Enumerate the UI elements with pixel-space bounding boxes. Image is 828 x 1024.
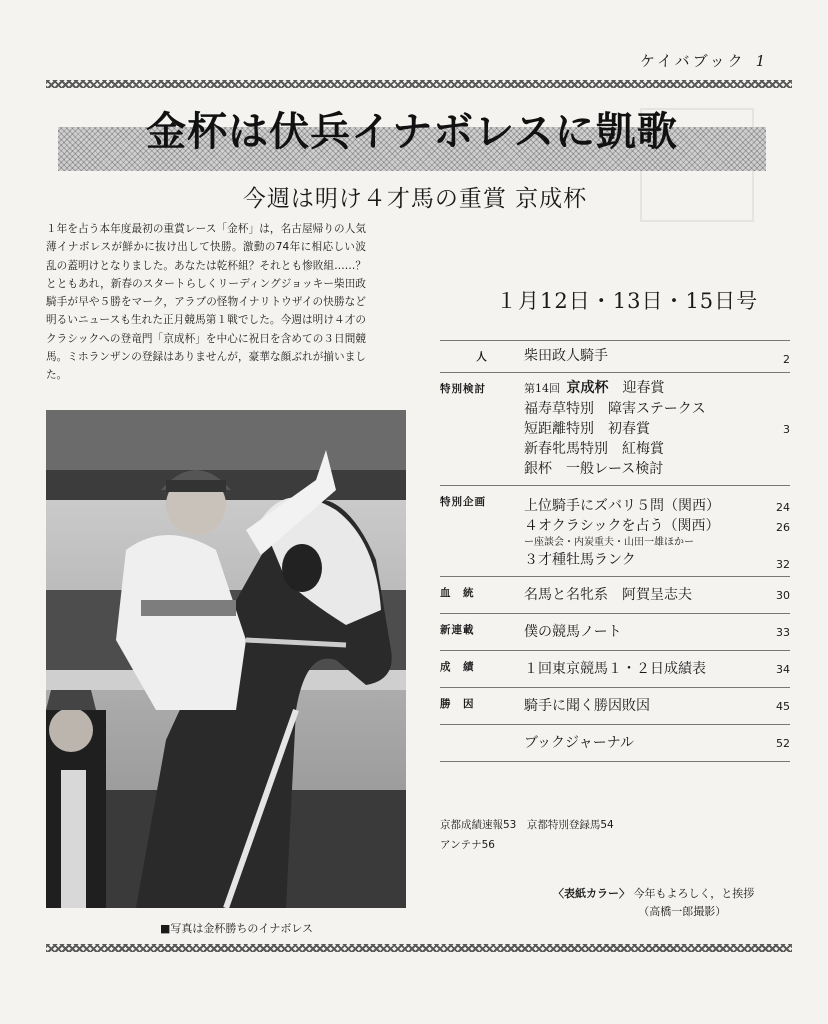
toc-entry: 銀杯 一般レース検討: [524, 461, 664, 477]
issue-date: １月12日・13日・15日号: [496, 289, 759, 313]
intro-paragraph: １年を占う本年度最初の重賞レース「金杯」は，名古屋帰りの人気薄イナボレスが鮮かに抜け出して快勝。激動の74年に相応しい波乱の蓋明けとなりました。あなたは乾杯組？それとも惨敗組……？とともあれ，新春のスタートらしくリーディングジョッキー柴田政騎手が早や５勝をマーク，アラブの怪物イナリトウザイの快勝など明るいニュースも生れた正月競馬第１戦でした。今週は明け４才のクラシックへの登竜門「京成杯」を中心に祝日を含めての３日間競馬。ミホランザンの登録はありませんが，豪華な顔ぶれが揃いました。: [46, 223, 366, 382]
toc-entry: ３才種牡馬ランク: [524, 552, 636, 568]
toc-page: 26: [776, 521, 790, 534]
toc-entry-note: ー座談会・内炭重夫・山田一雄ほかー: [524, 537, 694, 548]
toc-label: 血 統: [440, 587, 475, 599]
toc-page: 32: [776, 558, 790, 571]
toc-row-bloodline: [440, 576, 790, 613]
toc-label: 特別検討: [440, 383, 486, 395]
toc-entry: ブックジャーナル: [524, 735, 635, 751]
misc-line: 京都成績速報53 京都特別登録馬54: [440, 819, 614, 831]
toc-page: 45: [776, 700, 790, 713]
cover-note: [553, 885, 754, 921]
magazine-header: [640, 50, 768, 71]
toc-label: 新連載: [440, 624, 475, 636]
toc-row-person: [440, 340, 790, 372]
toc-entry: 名馬と名牝系 阿賀呈志夫: [524, 587, 692, 603]
toc-label: 勝 因: [440, 698, 475, 710]
photo-illustration: [46, 410, 406, 908]
toc-entry: 新春牝馬特別 紅梅賞: [524, 441, 664, 457]
toc-entry: 上位騎手にズバリ５問（関西）: [524, 498, 720, 514]
toc-label: 特別企画: [440, 496, 486, 508]
toc-page: 2: [783, 353, 790, 366]
toc-page: 34: [776, 663, 790, 676]
toc-entry: 短距離特別 初春賞: [524, 421, 650, 437]
toc-entry: 福寿草特別 障害ステークス: [524, 401, 706, 417]
toc-entry: １回東京競馬１・２日成績表: [524, 661, 706, 677]
toc-page: 24: [776, 501, 790, 514]
toc-label: 成 績: [440, 661, 475, 673]
toc-row-new-series: [440, 613, 790, 650]
toc-entry: 迎春賞: [622, 380, 665, 396]
toc-row-special-review: [440, 372, 790, 485]
toc-entry: 柴田政人騎手: [524, 348, 608, 364]
toc-entry: ４オクラシックを占う（関西）: [524, 518, 720, 534]
toc-entry-prefix: 第14回: [524, 382, 560, 395]
headline: 金杯は伏兵イナボレスに凱歌: [146, 109, 678, 155]
bottom-border: [46, 944, 792, 952]
cover-credit: （高橋一郎撮影）: [638, 905, 727, 918]
toc-page: 30: [776, 589, 790, 602]
toc-bottom-rule: [440, 761, 790, 762]
top-border: [46, 80, 792, 88]
misc-contents: [440, 815, 614, 855]
toc-row-book-journal: [440, 724, 790, 761]
toc-row-results: [440, 650, 790, 687]
toc-page: 33: [776, 626, 790, 639]
page-number: 1: [755, 52, 769, 70]
misc-line: アンテナ56: [440, 839, 495, 851]
cover-label: 〈表紙カラー〉: [553, 887, 630, 900]
cover-photo: [46, 410, 406, 908]
photo-caption: ■写真は金杯勝ちのイナボレス: [160, 922, 314, 935]
toc-page: 3: [783, 423, 790, 436]
toc-page: 52: [776, 737, 790, 750]
toc-label: 人: [476, 351, 488, 363]
magazine-name: ケイバブック: [640, 52, 746, 70]
cover-text: 今年もよろしく，と挨拶: [633, 887, 755, 900]
toc-entry: 僕の競馬ノート: [524, 624, 622, 640]
toc-entry: 騎手に聞く勝因敗因: [524, 698, 650, 714]
toc-row-win-factor: [440, 687, 790, 724]
toc-row-special-feature: [440, 485, 790, 576]
toc-entry-bold: 京成杯: [566, 380, 609, 396]
toc-label: [440, 725, 524, 761]
table-of-contents: [440, 340, 790, 762]
subtitle: 今週は明け４才馬の重賞 京成杯: [242, 186, 588, 212]
